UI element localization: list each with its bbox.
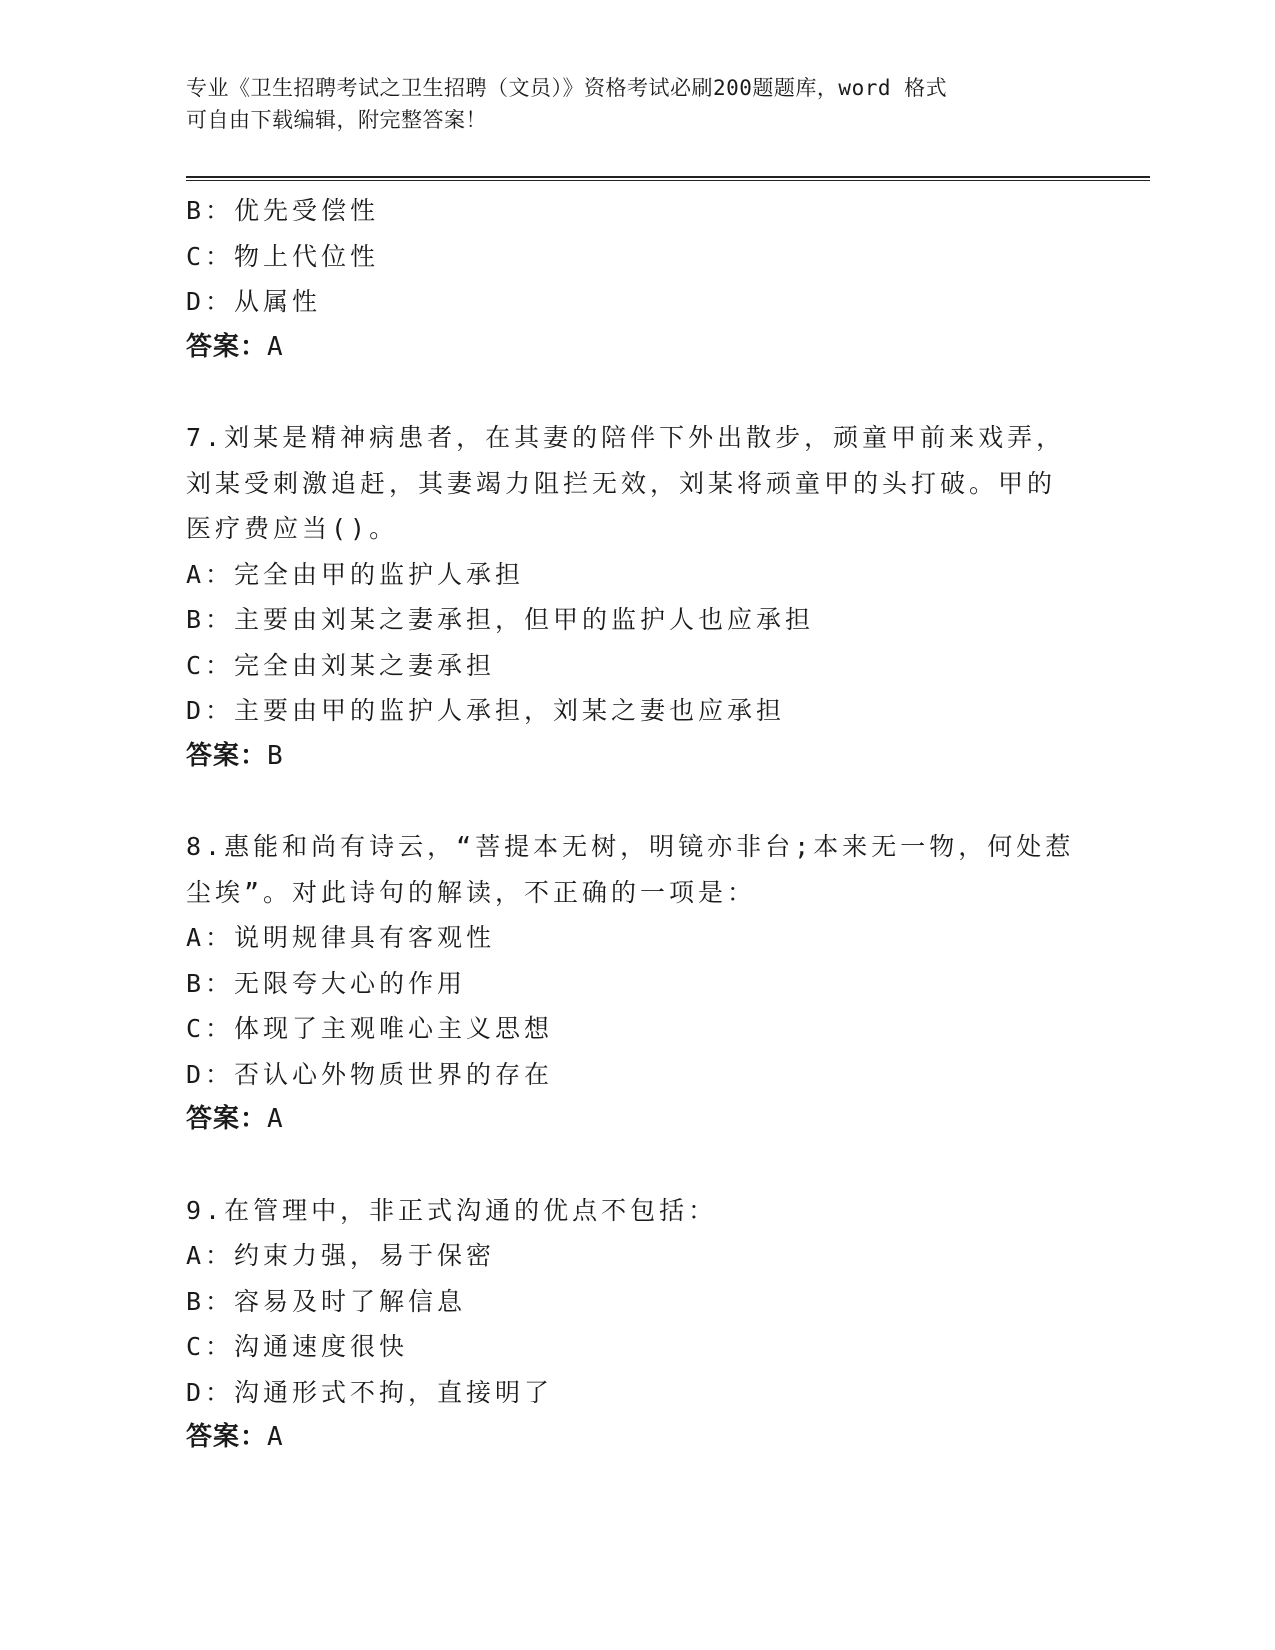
question-text-line: 医疗费应当()。	[186, 514, 399, 543]
header-line-1: 专业《卫生招聘考试之卫生招聘（文员）》资格考试必刷200题题库，word 格式	[186, 76, 948, 100]
answer-label: 答案：	[186, 331, 268, 362]
answer-option: B：优先受偿性	[186, 196, 380, 225]
answer-option: A：说明规律具有客观性	[186, 923, 496, 952]
question-text-line: 8.惠能和尚有诗云，“菩提本无树，明镜亦非台;本来无一物，何处惹	[186, 832, 1075, 861]
answer-line	[186, 1415, 1086, 1461]
block-spacer	[186, 779, 1086, 824]
answer-option: A：约束力强，易于保密	[186, 1241, 496, 1270]
answer-value: A	[267, 1104, 284, 1134]
answer-option: B：容易及时了解信息	[186, 1286, 467, 1316]
question-text-line: 尘埃”。对此诗句的解读，不正确的一项是：	[186, 877, 757, 907]
answer-option: A：完全由甲的监护人承担	[186, 559, 525, 589]
answer-option: D：主要由甲的监护人承担，刘某之妻也应承担	[186, 696, 786, 725]
answer-option: B：无限夸大心的作用	[186, 968, 467, 998]
question-text-line: 7.刘某是精神病患者，在其妻的陪伴下外出散步，顽童甲前来戏弄，	[186, 423, 1066, 452]
header-line-2: 可自由下载编辑，附完整答案！	[186, 108, 487, 132]
answer-option: C：完全由刘某之妻承担	[186, 650, 496, 680]
answer-value: B	[267, 740, 284, 771]
question-block	[186, 415, 1086, 779]
header-divider	[186, 176, 1150, 181]
question-list	[186, 188, 1086, 1461]
answer-option: D：否认心外物质世界的存在	[186, 1059, 554, 1089]
answer-line	[186, 325, 1086, 371]
answer-option: C：体现了主观唯心主义思想	[186, 1014, 554, 1043]
answer-option: D：从属性	[186, 287, 322, 316]
question-block	[186, 824, 1086, 1143]
page-header	[186, 72, 1066, 136]
answer-label: 答案：	[186, 1104, 268, 1134]
answer-option: C：物上代位性	[186, 241, 380, 271]
question-block	[186, 1188, 1086, 1461]
block-spacer	[186, 370, 1086, 415]
answer-value: A	[267, 1422, 284, 1452]
question-text-line: 9.在管理中，非正式沟通的优点不包括：	[186, 1195, 718, 1225]
answer-option: B：主要由刘某之妻承担，但甲的监护人也应承担	[186, 605, 815, 634]
block-spacer	[186, 1143, 1086, 1188]
answer-line	[186, 1097, 1086, 1143]
answer-label: 答案：	[186, 1422, 268, 1452]
question-text-line: 刘某受刺激追赶，其妻竭力阻拦无效，刘某将顽童甲的头打破。甲的	[186, 468, 1057, 498]
answer-line	[186, 734, 1086, 780]
answer-option: D：沟通形式不拘，直接明了	[186, 1377, 554, 1407]
question-block	[186, 188, 1086, 370]
answer-value: A	[267, 331, 284, 362]
answer-option: C：沟通速度很快	[186, 1332, 409, 1361]
answer-label: 答案：	[186, 740, 268, 771]
